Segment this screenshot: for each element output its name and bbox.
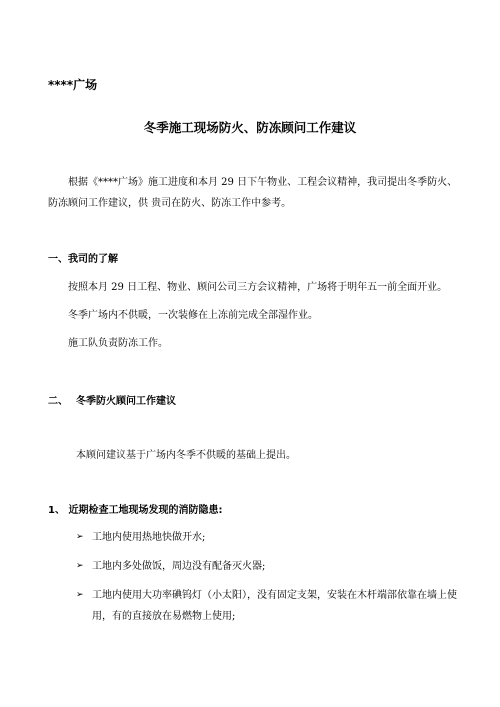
section-3-heading: 1、 近期检查工地现场发现的消防隐患: xyxy=(48,505,223,516)
list-item xyxy=(76,556,460,577)
list-item-text: 工地内使用大功率碘钨灯（小太阳），没有固定支架，安装在木杆端部依靠在墙上使用，有的直接放在易燃物上使用; xyxy=(92,590,457,622)
section-2-number: 二、 xyxy=(48,396,68,407)
arrow-bullet-icon: ➢ xyxy=(76,532,84,542)
intro-paragraph: 根据《****广场》施工进度和本月 29 日下午物业、工程会议精神，我司提出冬季防火、防冻顾问工作建议，供 贵司在防火、防冻工作中参考。 xyxy=(48,177,458,209)
section-1-line: 施工队负责防冻工作。 xyxy=(68,338,168,349)
list-item-text: 工地内多处做饭，周边没有配备灭火器; xyxy=(92,561,266,572)
section-1-line: 按照本月 29 日工程、物业、顾问公司三方会议精神，广场将于明年五一前全面开业。 xyxy=(68,282,448,293)
section-2-heading: 冬季防火顾问工作建议 xyxy=(76,396,176,407)
document-title: 冬季施工现场防火、防冻顾问工作建议 xyxy=(143,120,357,135)
list-item xyxy=(76,527,460,548)
list-item xyxy=(76,585,460,627)
arrow-bullet-icon: ➢ xyxy=(76,590,84,600)
section-2-line: 本顾问建议基于广场内冬季不供暖的基础上提出。 xyxy=(76,450,296,461)
list-item-text: 工地内使用热地快做开水; xyxy=(92,532,206,543)
section-1-line: 冬季广场内不供暖，一次装修在上冻前完成全部湿作业。 xyxy=(68,310,318,321)
document-header: ****广场 xyxy=(48,78,98,92)
arrow-bullet-icon: ➢ xyxy=(76,561,84,571)
section-1-heading: 一、我司的了解 xyxy=(48,254,118,265)
